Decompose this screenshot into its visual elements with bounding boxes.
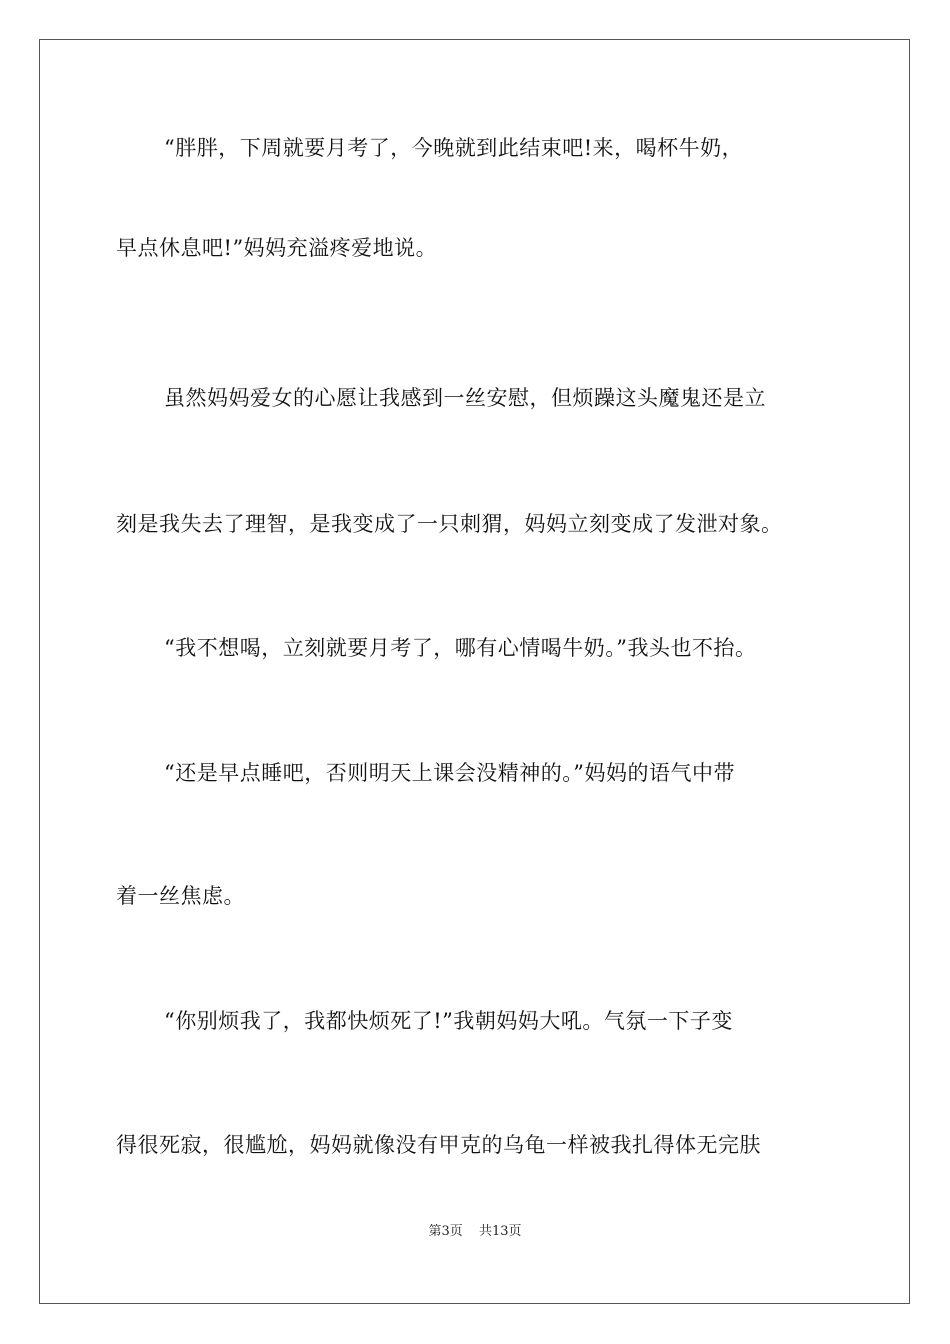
text-line-3: 虽然妈妈爱女的心愿让我感到一丝安慰，但烦躁这头魔鬼还是立	[164, 386, 766, 410]
text-line-4: 刻是我失去了理智，是我变成了一只刺猬，妈妈立刻变成了发泄对象。	[116, 512, 783, 536]
text-line-8: “你别烦我了，我都快烦死了!”我朝妈妈大吼。气氛一下子变	[164, 1009, 733, 1033]
text-line-6: “还是早点睡吧，否则明天上课会没精神的。”妈妈的语气中带	[164, 761, 735, 785]
text-line-9: 得很死寂，很尴尬，妈妈就像没有甲克的乌龟一样被我扎得体无完肤	[116, 1133, 761, 1157]
page-footer	[0, 1220, 950, 1239]
page-total-label: 共13页	[478, 1224, 522, 1239]
text-line-5: “我不想喝，立刻就要月考了，哪有心情喝牛奶。”我头也不抬。	[164, 636, 757, 660]
page-current-label: 第3页	[428, 1224, 463, 1239]
text-line-2: 早点休息吧!”妈妈充溢疼爱地说。	[116, 236, 438, 260]
text-line-1: “胖胖，下周就要月考了，今晚就到此结束吧!来，喝杯牛奶，	[164, 136, 744, 160]
page-border	[39, 39, 910, 1304]
text-line-7: 着一丝焦虑。	[116, 884, 245, 908]
